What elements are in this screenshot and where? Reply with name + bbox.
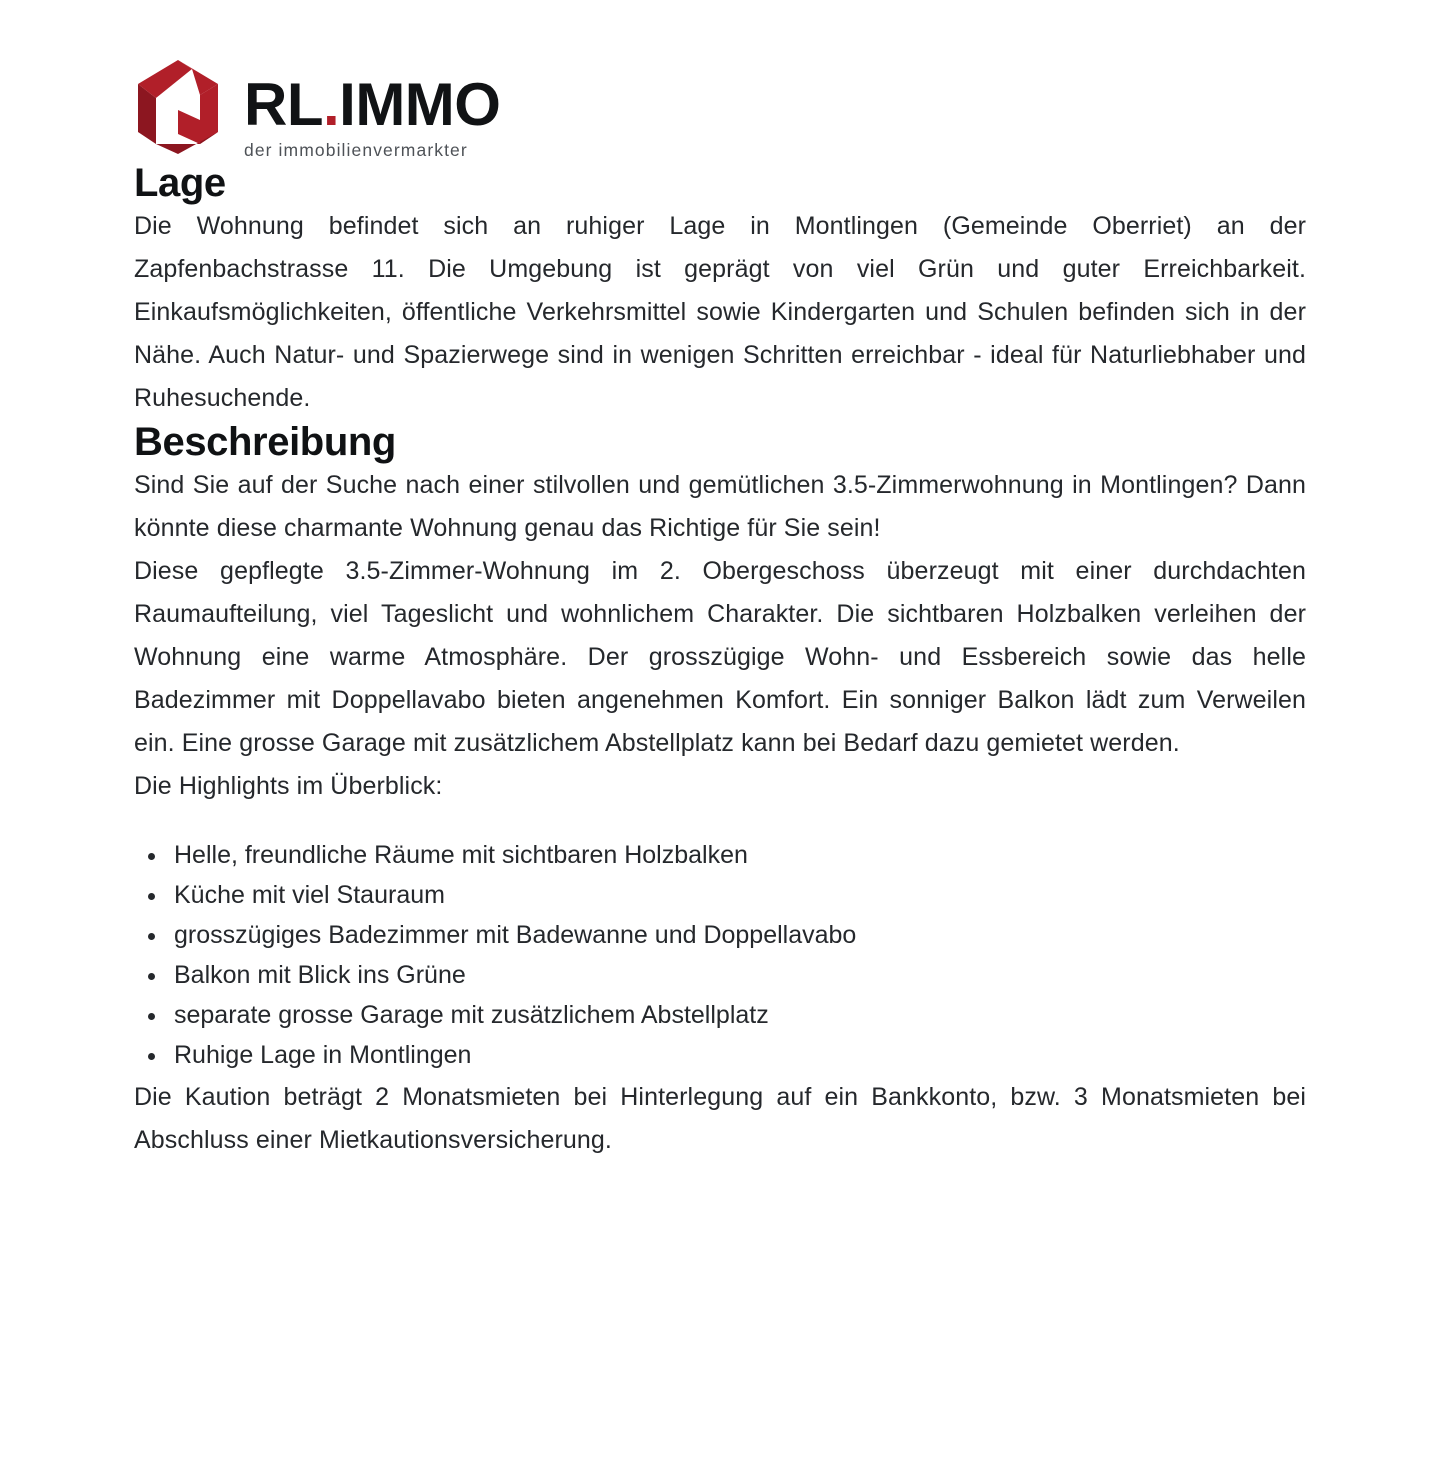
brand-wordmark-right: IMMO (339, 71, 501, 138)
list-item (142, 956, 1306, 995)
paragraph-kaution: Die Kaution beträgt 2 Monatsmieten bei Hinterlegung auf ein Bankkonto, bzw. 3 Monatsmieten bei Abschluss einer Mietkautionsversicherung. (134, 1082, 1306, 1154)
brand-tagline: der immobilienvermarkter (244, 139, 468, 160)
brand-wordmark-left: RL (244, 71, 323, 138)
paragraph-lage: Die Wohnung befindet sich an ruhiger Lage in Montlingen (Gemeinde Oberriet) an der Zapfenbachstrasse 11. Die Umgebung ist geprägt von viel Grün und guter Erreichbarkeit. Einkaufsmöglichkeiten, öffentliche Verkehrsmittel sowie Kindergarten und Schulen befinden sich in der Nähe. Auch Natur- und Spazierwege sind in wenigen Schritten erreichbar - ideal für Naturliebhaber und Ruhesuchende. (134, 211, 1306, 412)
list-item-label: Balkon mit Blick ins Grüne (174, 960, 466, 989)
list-item-label: Ruhige Lage in Montlingen (174, 1040, 472, 1069)
brand-text (244, 58, 500, 161)
brand-wordmark (244, 71, 501, 138)
bottom-spacer (134, 1162, 1306, 1202)
list-item (142, 836, 1306, 875)
section-beschreibung (134, 420, 1306, 1162)
paragraph-details: Diese gepflegte 3.5-Zimmer-Wohnung im 2. Obergeschoss überzeugt mit einer durchdachten Raumaufteilung, viel Tageslicht und wohnlichem Charakter. Die sichtbaren Holzbalken verleihen der Wohnung eine warme Atmosphäre. Der grosszügige Wohn- und Essbereich sowie das helle Badezimmer mit Doppellavabo bieten angenehmen Komfort. Ein sonniger Balkon lädt zum Verweilen ein. Eine grosse Garage mit zusätzlichem Abstellplatz kann bei Bedarf dazu gemietet werden. (134, 556, 1306, 757)
document-body (0, 161, 1440, 1202)
house-outline-icon (134, 58, 222, 154)
list-item (142, 996, 1306, 1035)
document-header (0, 0, 1440, 161)
highlights-list (134, 836, 1306, 1075)
highlights-intro: Die Highlights im Überblick: (134, 771, 443, 800)
brand-logo[interactable] (134, 58, 1440, 161)
list-item (142, 916, 1306, 955)
list-item-label: separate grosse Garage mit zusätzlichem Abstellplatz (174, 1000, 769, 1029)
list-item-label: grosszügiges Badezimmer mit Badewanne und Doppellavabo (174, 920, 857, 949)
brand-wordmark-dot: . (322, 71, 340, 138)
paragraph-intro: Sind Sie auf der Suche nach einer stilvollen und gemütlichen 3.5-Zimmerwohnung in Montlingen? Dann könnte diese charmante Wohnung genau das Richtige für Sie sein! (134, 470, 1306, 542)
list-item (142, 876, 1306, 915)
list-item-label: Küche mit viel Stauraum (174, 880, 445, 909)
section-heading-beschreibung: Beschreibung (134, 419, 396, 464)
section-lage (134, 161, 1306, 420)
list-item (142, 1036, 1306, 1075)
section-heading-lage: Lage (134, 160, 226, 205)
list-item-label: Helle, freundliche Räume mit sichtbaren Holzbalken (174, 840, 748, 869)
